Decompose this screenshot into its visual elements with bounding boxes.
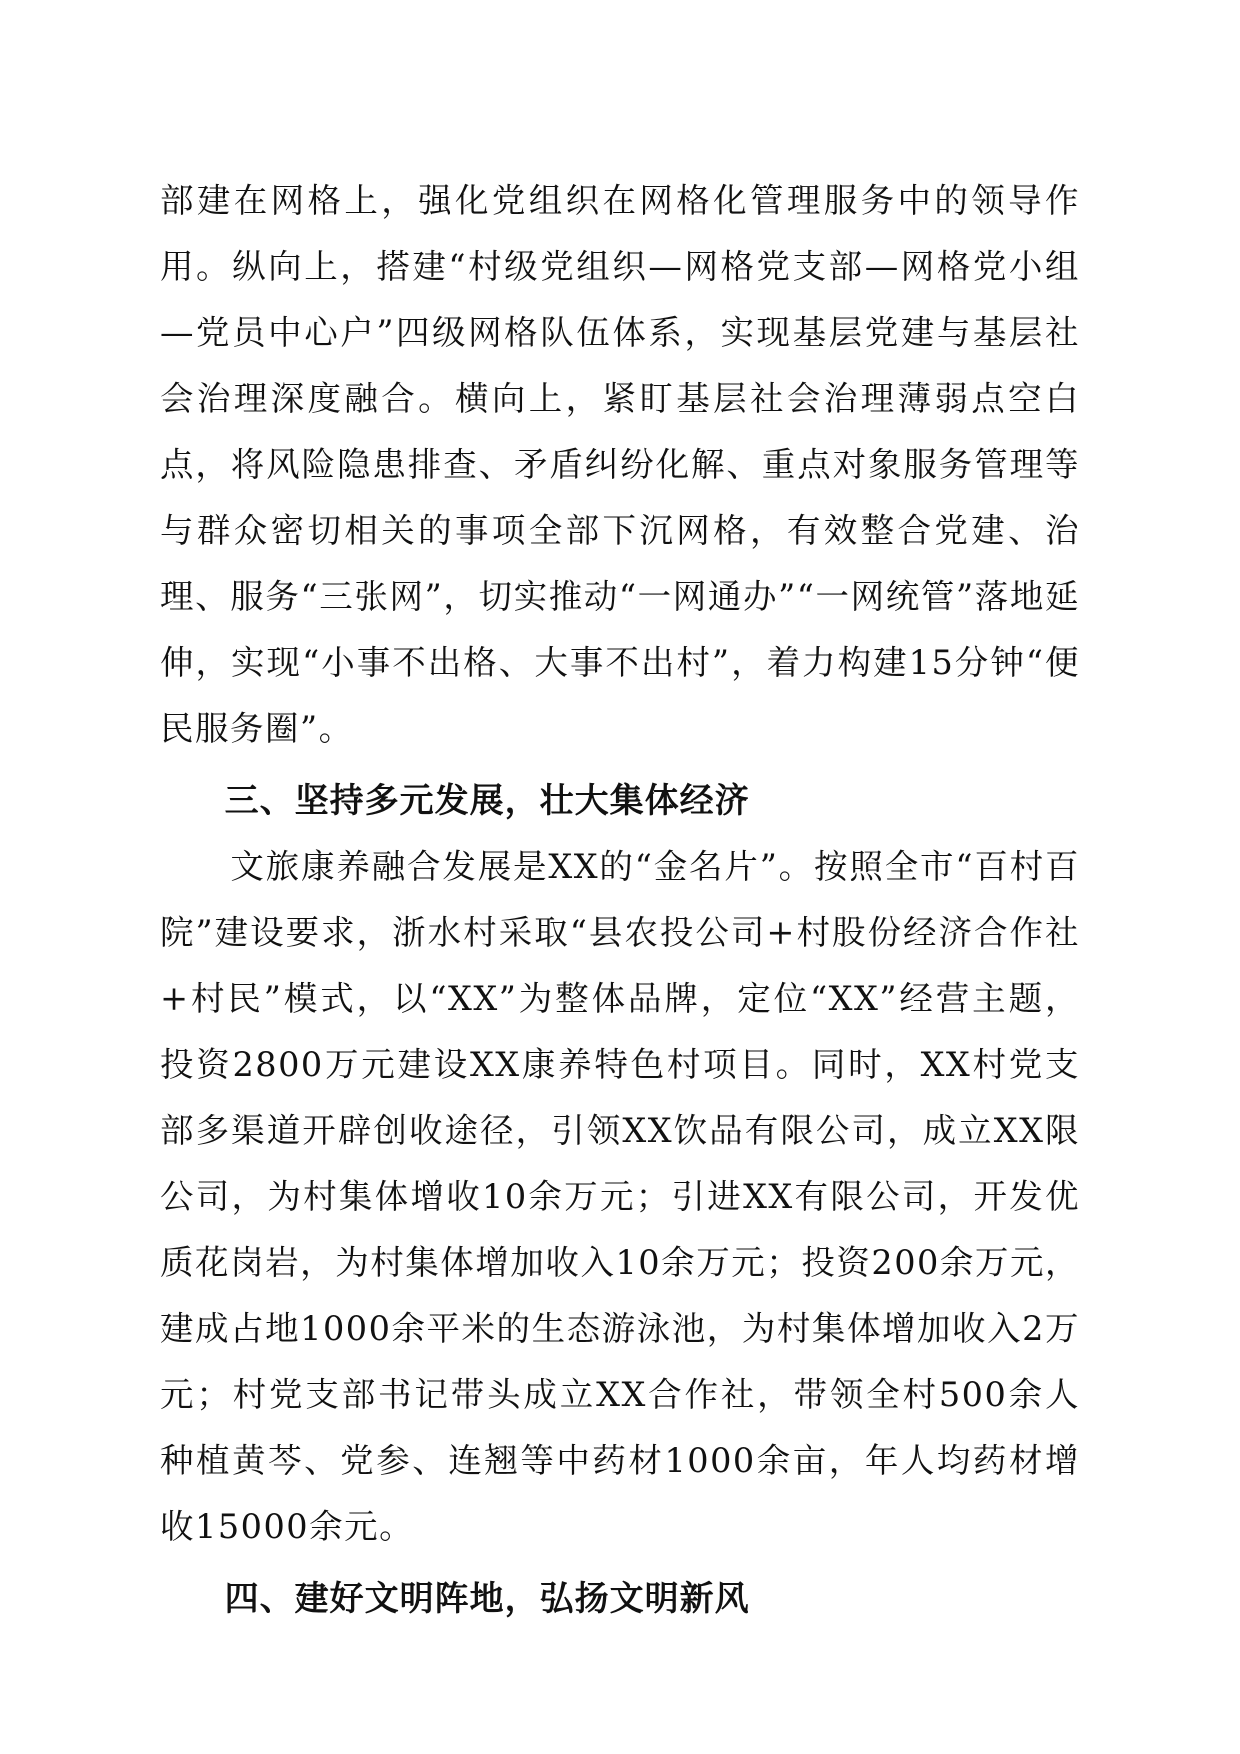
section-heading-3: 三、坚持多元发展，壮大集体经济: [224, 781, 750, 821]
section-heading-4: 四、建好文明阵地，弘扬文明新风: [224, 1579, 750, 1619]
paragraph-collective-economy: 文旅康养融合发展是XX的“金名片”。按照全市“百村百院”建设要求，浙水村采取“县农投公司+村股份经济合作社+村民”模式，以“XX”为整体品牌，定位“XX”经营主题，投资2800万元建设XX康养特色村项目。同时，XX村党支部多渠道开辟创收途径，引领XX饮品有限公司，成立XX限公司，为村集体增收10余万元；引进XX有限公司，开发优质花岗岩，为村集体增加收入10余万元；投资200余万元，建成占地1000余平米的生态游泳池，为村集体增加收入2万元；村党支部书记带头成立XX合作社，带领全村500余人种植黄芩、党参、连翘等中药材1000余亩，年人均药材增收15000余元。: [160, 847, 1080, 1546]
paragraph-grid-governance: 部建在网格上，强化党组织在网格化管理服务中的领导作用。纵向上，搭建“村级党组织—网格党支部—网格党小组—党员中心户”四级网格队伍体系，实现基层党建与基层社会治理深度融合。横向上，紧盯基层社会治理薄弱点空白点，将风险隐患排查、矛盾纠纷化解、重点对象服务管理等与群众密切相关的事项全部下沉网格，有效整合党建、治理、服务“三张网”，切实推动“一网通办”“一网统管”落地延伸，实现“小事不出格、大事不出村”，着力构建15分钟“便民服务圈”。: [160, 181, 1080, 748]
document-page: [160, 168, 1080, 1632]
